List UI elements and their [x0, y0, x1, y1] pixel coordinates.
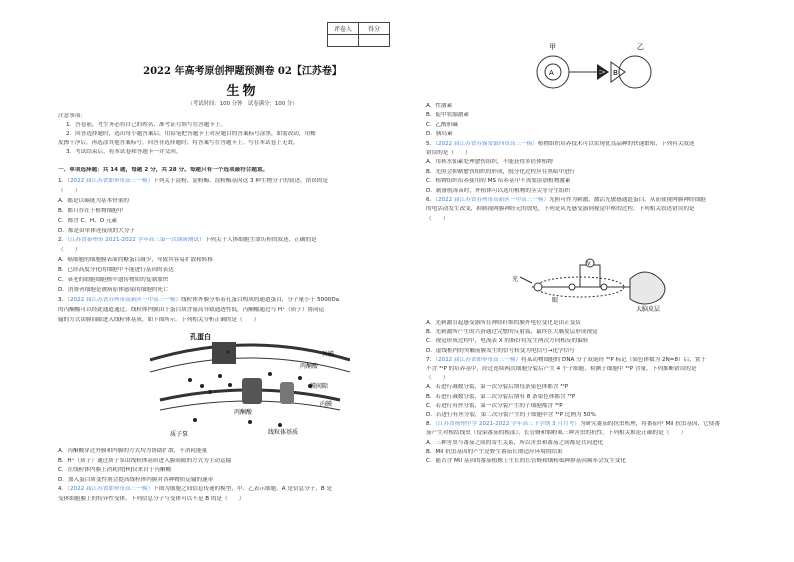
question-number: 7． [426, 356, 436, 363]
text-line: B．促甲状腺激素 [426, 112, 469, 119]
text-line: A．光刺激引起感受器所在神经纤维的膜外电位变化是由正变负 [426, 320, 581, 326]
score-header: 得分 [359, 23, 390, 35]
label-inner: 内膜 [320, 401, 333, 408]
question-number: 5． [426, 140, 436, 147]
label-a: A [549, 69, 554, 77]
question-text: 下列关于淀粉、淀粉酶、淀粉酶基因这 3 种生物分子的叙述，错误的是 [153, 178, 329, 184]
text-line: 输的方式由膜间隙进入线粒体基质，如下图所示。下列相关分析正确的是（ ） [58, 316, 260, 323]
text-line: A．癌细胞的细胞膜表面的糖蛋白减少，导致其容易扩散和转移 [58, 257, 213, 264]
question-line [426, 421, 761, 428]
text-line: A．若进行减数分裂，第一次分裂后期每条染色体都含 ³²P [426, 384, 569, 391]
question-source: （2022 届江苏省如皋市高三一模） [67, 178, 154, 184]
text-line: D．加入蛋白质变性剂会提高线粒体内膜对各种物质运输的速率 [58, 476, 214, 483]
pore-protein-shape [212, 342, 236, 364]
text-line: 的丙酮酸可以经此通道通过。线粒体内膜由于蛋白质含量高导致通透性低，丙酮酸通过与 H⁺（质子）协同运 [58, 306, 325, 313]
label-light: 光 [512, 276, 519, 283]
question-source: （2022 届江苏省如皋市高三一模） [435, 356, 522, 363]
question-text: 光照可作为刺激，激活光敏感通道蛋白。从而使视网膜神经细胞 [549, 197, 706, 203]
question-source: （2022 届江苏省苏州市高新区一中高三一模） [67, 296, 182, 303]
text-line: C．都含 C、H、O 元素 [58, 217, 118, 224]
text-line: D．若进行有丝分裂，第二次分裂产生的子细胞中含 ³²P 比例为 50% [426, 412, 596, 418]
light-arrow [520, 277, 532, 283]
question-line [58, 178, 388, 185]
text-line: C．若进行有丝分裂，第一次分裂产生的子细胞都含 ³²P [426, 402, 563, 409]
question-line [58, 237, 388, 244]
text-line: 错误的是（ ） [426, 150, 471, 156]
question-line [58, 486, 388, 493]
text-line: C．视觉形成过程中，电流表 X 的指针将发生两次方向相反的偏转 [426, 338, 589, 345]
section-heading: 一、单项选择题：共 14 题，每题 2 分，共 28 分。每题只有一个选项最符合题意。 [58, 167, 269, 173]
label-pore: 孔蛋白 [190, 333, 211, 341]
text-line: A．用秋水仙素处理愈伤组织，不能获得多倍体植物 [426, 159, 553, 166]
meter-wire [580, 265, 600, 287]
proton-pump-shape [242, 378, 262, 404]
text-line: C．乙酰胆碱 [426, 121, 458, 128]
label-yi: 乙 [637, 43, 644, 51]
text-line: 不含 ³²P 的培养基中，经过连续两次细胞分裂后产生 4 个子细胞，检测子细胞中 ³²P 含量。下列推断错误的是 [426, 366, 697, 372]
label-v: V [587, 261, 591, 267]
pyruvate-carrier-shape [280, 382, 294, 404]
question-text: 为研究番茄的抗虫机理，将番茄中 Mil 抗虫基因，它使番 [579, 421, 720, 428]
label-pyruvate: 丙酮酸 [300, 363, 319, 370]
label-b: B [613, 69, 618, 77]
question-source: （2022 届江苏省如皋市高三一模） [67, 486, 154, 493]
question-text: 线粒体外膜分布着孔蛋白构成的通道蛋白，分子量小于 5000Da [181, 296, 340, 303]
text-line: D．制备脱毒苗时，外植体可以选用植物的茎尖等分生组织 [426, 187, 571, 194]
question-text: 将某动物细胞的 DNA 分子双链经 ³²P 标记（染色体数为 2N=8）后，置于 [521, 356, 706, 363]
cortex-shape [630, 272, 665, 304]
text-line: C．植物组织培养使用的 MS 培养基中不需要添加植物激素 [426, 178, 571, 185]
question-number: 8． [426, 421, 436, 428]
grader-cell [328, 35, 359, 47]
text-line: B．都只存在于植物细胞中 [58, 207, 124, 214]
question-line [426, 141, 761, 148]
notes-line: 皮擦干净后，再选涂其他答案标号。回答非选择题时，将答案写在答题卡上。写在本试卷上无效。 [58, 140, 299, 146]
question-source: （2022 届江苏省苏州市高新区一中高三一模） [435, 197, 550, 203]
question-text: 下列关于人体细胞生命历程的叙述，正确的是 [204, 237, 317, 244]
score-cell [359, 35, 390, 47]
exam-title: 2022 年高考原创押题预测卷 02【江苏卷】 [143, 66, 342, 77]
text-line: C．衰老的细胞细胞核中遗传物质的复制加快 [58, 277, 169, 283]
label-matrix: 线粒体基质 [268, 429, 299, 436]
text-line: C．能否含 Mil 基因的番茄植株上生长的长管蚜和烟粉虱种群基因频率会发生变化 [426, 458, 626, 464]
text-line: B．光照会抑制愈伤组织的形成，脱分化过程应在黑暗中进行 [426, 168, 576, 175]
neuron-diagram [510, 255, 680, 315]
text-line: 受体细胞膜上的特异性受体。下列信息分子与受体可以不是 B 的是（ ） [58, 496, 245, 502]
text-line: （ ） [426, 215, 449, 222]
question-source: （江苏省泰州市 2021-2022 学年高三第一次调研测试） [67, 237, 205, 244]
question-number: 3． [58, 296, 68, 303]
text-line: A．三种害虫与番茄之间的寄生关系，所以害虫和番茄之间都是共同进化 [426, 439, 604, 446]
notes-heading: 注意事项： [58, 113, 86, 119]
text-line: 的电活动发生改变，抑制视网膜神经元的放电。下列是从光感受器到视觉中枢的过程，下列相关叙述错误的是 [426, 206, 695, 213]
label-eye: 眼 [552, 297, 559, 304]
text-line: （ ） [58, 187, 81, 194]
notes-line: 2．回答选择题时，选出每小题答案后，用铅笔把答题卡上对应题目的答案标号涂黑。如需改动，用橡 [66, 131, 316, 137]
question-number: 2． [58, 237, 68, 244]
text-line: D．消费者细胞是被病原体感染的细胞的死亡 [58, 286, 169, 293]
label-space: 膜间隙 [310, 383, 329, 390]
receptor-shape [534, 283, 542, 291]
exam-info: （考试时间：100 分钟 试卷满分：100 分） [187, 101, 298, 107]
outer-membrane-inner-line [150, 358, 350, 372]
text-line: A．都是以碳链为基本骨架的 [58, 197, 129, 204]
text-line: B．H⁺（质子）通过质子泵由线粒体基质进入膜间隙的方式为主动运输 [58, 457, 232, 464]
arrow-head [597, 64, 609, 80]
label-cortex: 大脑皮层 [636, 306, 661, 313]
text-line: B．光刺激所产生的兴奋通过完整的反射弧，最终在大脑皮层形成视觉 [426, 329, 598, 336]
text-line: 茄产生对根结线虫（侵染番茄的根部）、长管蚜和烟粉虱三种害虫的抗性。下列相关推论正确的是（ ） [426, 430, 687, 437]
question-line [426, 357, 761, 364]
text-line: D．虚线框内的突触前膜发生的信号转变为电信号→化学信号 [426, 347, 575, 354]
question-line [58, 297, 388, 304]
text-line: A．性激素 [426, 103, 453, 109]
question-text: 下图为细胞之间信息传递的模型，甲、乙表示细胞，A 是信息分子，B 是 [153, 486, 333, 493]
score-table [327, 22, 390, 47]
question-number: 4． [58, 486, 68, 493]
text-line: B．已经高度分化的细胞中不能进行基因的表达 [58, 267, 174, 274]
mitochondria-diagram [150, 330, 350, 440]
text-line: （ ） [426, 375, 449, 382]
text-line: （ ） [58, 247, 81, 254]
question-number: 6． [426, 197, 436, 203]
label-pyruvate2: 丙酮酸 [234, 409, 253, 416]
notes-line: 3．考试结束后，将本试卷和答题卡一并交回。 [66, 149, 182, 155]
label-jia: 甲 [549, 43, 556, 51]
notes-line: 1．答卷前，考生务必将自己的姓名、准考证号填写在答题卡上。 [66, 122, 227, 128]
text-line: A．丙酮酸穿过外膜和内膜的方式均为协助扩散，不消耗能量 [58, 448, 208, 454]
question-source: （2022 届江苏省苏锡常镇四市高三一模） [435, 140, 538, 147]
text-line: B．Mil 抗虫基因的产生是野生番茄长期适应环境的结果 [426, 448, 563, 455]
neuron-node-shape [601, 284, 607, 290]
cell-signal-diagram [535, 40, 665, 100]
neuron-node-shape [569, 284, 575, 290]
text-line: B．若进行减数分裂，第二次分裂后期有 8 条染色体都含 ³²P [426, 393, 576, 400]
text-line: C．在线粒体内膜上消耗的[H]仅来自于丙酮酸 [58, 467, 172, 474]
label-proton: 质子泵 [170, 431, 189, 438]
question-number: 1． [58, 178, 68, 184]
question-line [426, 197, 761, 204]
text-line: D．都是由单体连接成的大分子 [58, 227, 136, 234]
text-line: D．胰岛素 [426, 131, 453, 138]
subject-title: 生物 [226, 84, 259, 99]
grader-header: 评卷人 [328, 23, 359, 35]
question-source: （江苏省扬州中学 2021-2022 学年高三下学期 3 月月考） [435, 421, 580, 428]
question-text: 植物组织培养技术可以实现优良品种的快速繁殖，下列有关叙述 [537, 140, 695, 147]
label-outer: 外膜 [322, 351, 335, 358]
cell-yi-shape [619, 56, 651, 88]
